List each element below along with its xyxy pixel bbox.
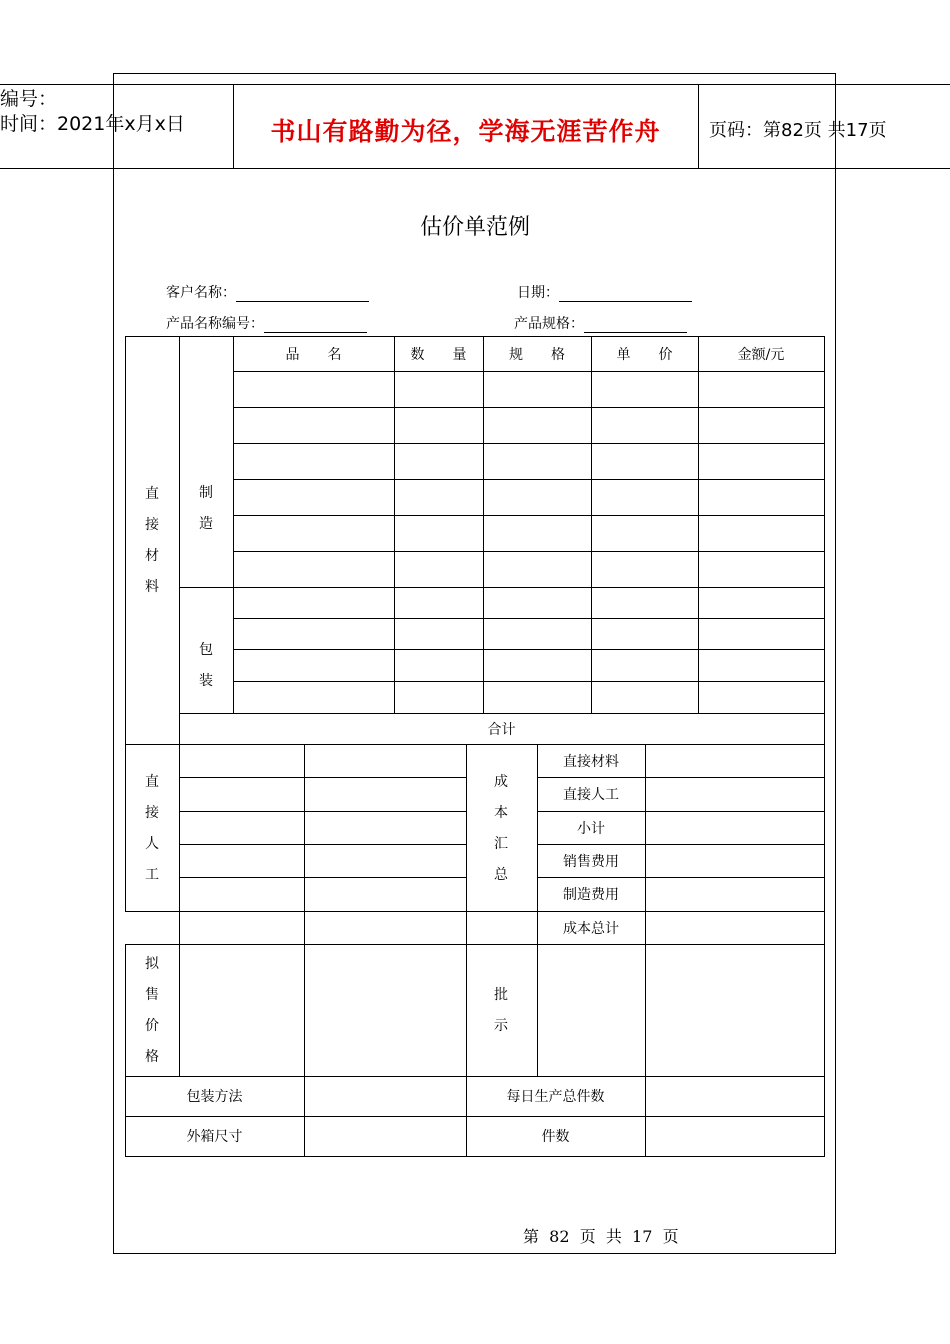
table-rule <box>233 649 825 650</box>
table-rule <box>233 618 825 619</box>
table-rule <box>645 744 646 1156</box>
label-char: 包 <box>199 642 213 658</box>
pieces-label: 件数 <box>541 1129 570 1145</box>
proposed-price-label <box>142 949 162 1073</box>
approval-label <box>491 980 511 1042</box>
table-rule <box>179 777 466 778</box>
cost-item-direct-labor: 直接人工 <box>563 787 619 803</box>
product-spec-blank <box>584 318 687 333</box>
document-number-label: 编号： <box>0 88 58 110</box>
table-rule <box>394 336 395 713</box>
label-char: 格 <box>145 1049 159 1065</box>
cost-item-subtotal: 小计 <box>577 820 605 837</box>
cost-item-total-cost: 成本总计 <box>563 920 619 937</box>
document-time-label: 时间：2021年x月x日 <box>0 113 185 135</box>
table-rule <box>179 744 180 944</box>
column-header-spec: 规 格 <box>509 346 565 363</box>
label-char: 批 <box>494 987 508 1003</box>
table-rule <box>824 336 825 1156</box>
table-rule <box>233 336 234 713</box>
label-char: 示 <box>494 1018 508 1034</box>
column-header-unit-price: 单 价 <box>616 346 673 363</box>
table-rule <box>125 336 126 911</box>
label-char: 汇 <box>494 836 508 852</box>
packaging-label <box>196 635 216 697</box>
header-motto: 书山有路勤为径，学海无涯苦作舟 <box>270 117 661 146</box>
label-char: 造 <box>199 516 213 532</box>
customer-name-field <box>166 282 369 302</box>
label-char: 本 <box>494 805 508 821</box>
direct-labor-label <box>142 767 162 891</box>
label-char: 制 <box>199 485 213 501</box>
packing-method-label: 包装方法 <box>186 1089 243 1105</box>
table-rule <box>125 911 825 912</box>
product-code-field <box>166 313 367 333</box>
date-label: 日期： <box>517 285 559 301</box>
direct-material-label <box>142 479 162 603</box>
table-rule <box>179 587 825 588</box>
header-top-rule <box>0 84 950 85</box>
customer-name-label: 客户名称： <box>166 285 236 301</box>
cost-item-sales-expense: 销售费用 <box>563 853 619 870</box>
manufacture-label <box>196 478 216 540</box>
table-rule <box>483 336 484 713</box>
product-code-blank <box>264 318 367 333</box>
label-char: 价 <box>145 1018 159 1034</box>
label-char: 拟 <box>145 956 159 972</box>
page-footer: 第 82 页 共 17 页 <box>523 1227 679 1246</box>
cost-summary-label <box>491 767 511 891</box>
column-header-quantity: 数 量 <box>410 346 467 363</box>
daily-output-label: 每日生产总件数 <box>506 1089 605 1105</box>
cost-item-manufacturing-expense: 制造费用 <box>563 887 619 903</box>
label-char: 装 <box>199 673 213 689</box>
table-rule <box>233 551 825 552</box>
table-rule <box>591 336 592 713</box>
table-rule <box>125 744 825 745</box>
label-char: 接 <box>145 517 159 533</box>
table-rule <box>233 515 825 516</box>
table-rule <box>125 944 825 945</box>
label-char: 料 <box>145 579 159 595</box>
table-rule <box>179 877 466 878</box>
product-code-label: 产品名称编号： <box>166 316 264 332</box>
header-divider-right <box>698 84 699 168</box>
label-char: 直 <box>145 774 159 790</box>
date-field <box>517 282 692 302</box>
table-rule <box>179 844 466 845</box>
label-char: 接 <box>145 805 159 821</box>
total-label: 合计 <box>487 721 516 738</box>
table-rule <box>179 944 180 1076</box>
page-title: 估价单范例 <box>419 215 530 240</box>
label-char: 总 <box>494 867 508 883</box>
label-char: 直 <box>145 486 159 502</box>
header-bottom-rule <box>0 168 950 169</box>
table-rule <box>233 407 825 408</box>
label-char: 材 <box>145 548 159 564</box>
table-rule <box>233 479 825 480</box>
label-char: 工 <box>145 867 159 883</box>
table-rule <box>233 443 825 444</box>
table-rule <box>304 744 305 1156</box>
product-spec-label: 产品规格： <box>514 316 584 332</box>
column-header-amount: 金额/元 <box>737 346 785 363</box>
table-rule <box>698 336 699 713</box>
table-rule <box>233 371 825 372</box>
carton-size-label: 外箱尺寸 <box>186 1129 243 1145</box>
table-rule <box>179 336 180 744</box>
header-page-info: 页码：第82页 共17页 <box>709 120 887 141</box>
product-spec-field <box>514 313 687 333</box>
cost-item-direct-material: 直接材料 <box>563 753 619 770</box>
label-char: 售 <box>145 987 159 1003</box>
label-char: 成 <box>494 774 508 790</box>
table-rule <box>125 1156 825 1157</box>
table-rule <box>179 811 466 812</box>
column-header-item-name: 品 名 <box>285 346 342 363</box>
label-char: 人 <box>145 836 159 852</box>
date-blank <box>559 287 692 302</box>
table-rule <box>233 681 825 682</box>
customer-name-blank <box>236 287 369 302</box>
